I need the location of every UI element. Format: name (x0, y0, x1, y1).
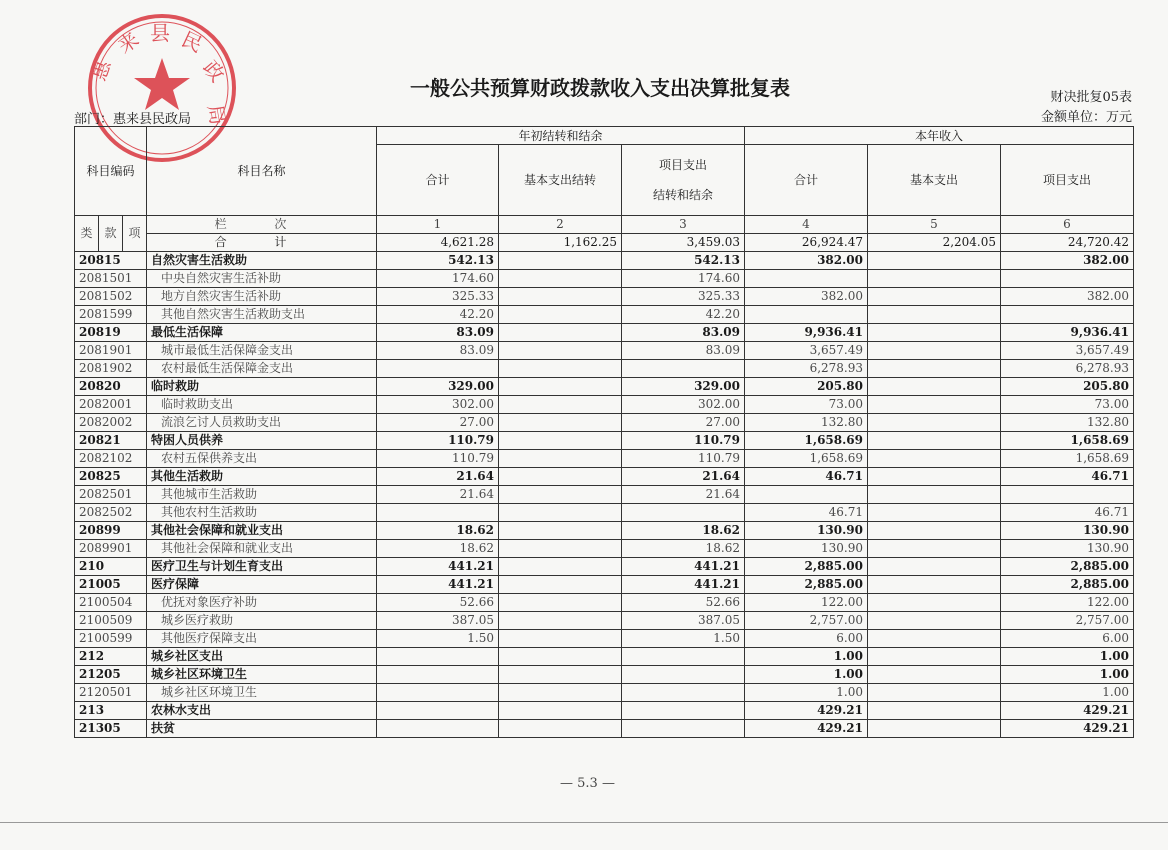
amount-cell (868, 720, 1001, 738)
amount-cell (868, 594, 1001, 612)
amount-cell: 6.00 (1001, 630, 1134, 648)
table-row (75, 666, 1134, 684)
amount-cell: 441.21 (622, 558, 745, 576)
amount-cell: 83.09 (377, 324, 499, 342)
amount-cell (499, 414, 622, 432)
amount-cell (868, 576, 1001, 594)
amount-cell (868, 414, 1001, 432)
subject-name-cell: 自然灾害生活救助 (147, 252, 377, 270)
table-row (75, 504, 1134, 522)
amount-cell: 130.90 (745, 522, 868, 540)
svg-text:来: 来 (113, 26, 144, 59)
amount-cell: 429.21 (745, 702, 868, 720)
amount-cell (622, 360, 745, 378)
amount-cell (868, 540, 1001, 558)
amount-cell: 18.62 (377, 540, 499, 558)
amount-cell: 18.62 (377, 522, 499, 540)
subject-name-cell: 临时救助 (147, 378, 377, 396)
amount-cell (499, 270, 622, 288)
amount-cell (868, 666, 1001, 684)
svg-text:惠: 惠 (86, 56, 116, 84)
amount-cell: 1.50 (622, 630, 745, 648)
subject-code-cell: 210 (75, 558, 147, 576)
amount-cell (377, 720, 499, 738)
amount-cell: 382.00 (745, 288, 868, 306)
amount-cell (868, 504, 1001, 522)
subject-name-cell: 特困人员供养 (147, 432, 377, 450)
amount-cell: 83.09 (622, 342, 745, 360)
table-row (75, 396, 1134, 414)
amount-cell (499, 684, 622, 702)
amount-cell: 21.64 (377, 486, 499, 504)
amount-cell: 1.00 (1001, 666, 1134, 684)
subject-name-cell: 农林水支出 (147, 702, 377, 720)
column-number: 3 (622, 216, 745, 234)
amount-cell: 387.05 (377, 612, 499, 630)
subject-code-cell: 2081502 (75, 288, 147, 306)
subject-name-cell: 城乡社区支出 (147, 648, 377, 666)
amount-cell: 1.00 (745, 684, 868, 702)
svg-text:政: 政 (198, 55, 230, 87)
subject-code-cell: 21205 (75, 666, 147, 684)
subject-code-cell: 2120501 (75, 684, 147, 702)
subject-code-cell: 21005 (75, 576, 147, 594)
amount-cell (868, 252, 1001, 270)
amount-cell (499, 576, 622, 594)
amount-cell (499, 360, 622, 378)
subject-code-cell: 2100509 (75, 612, 147, 630)
amount-cell (499, 324, 622, 342)
page-number: — 5.3 — (560, 776, 615, 791)
table-row (75, 594, 1134, 612)
amount-cell (499, 396, 622, 414)
amount-cell (622, 504, 745, 522)
amount-cell: 27.00 (377, 414, 499, 432)
subject-code-cell: 2082102 (75, 450, 147, 468)
amount-cell: 130.90 (1001, 540, 1134, 558)
budget-table (74, 126, 1134, 738)
amount-cell: 52.66 (377, 594, 499, 612)
project-expense-header: 项目支出 (1001, 145, 1134, 216)
amount-cell: 542.13 (377, 252, 499, 270)
amount-cell (377, 504, 499, 522)
table-row (75, 702, 1134, 720)
table-row (75, 288, 1134, 306)
amount-cell (377, 648, 499, 666)
subject-name-cell: 中央自然灾害生活补助 (147, 270, 377, 288)
amount-cell (499, 342, 622, 360)
amount-cell (1001, 486, 1134, 504)
amount-cell: 132.80 (745, 414, 868, 432)
table-row (75, 558, 1134, 576)
amount-cell (499, 378, 622, 396)
subject-name-cell: 扶贫 (147, 720, 377, 738)
amount-cell: 542.13 (622, 252, 745, 270)
amount-cell: 18.62 (622, 540, 745, 558)
project-carryover-line2: 结转和结余 (652, 188, 713, 202)
table-row (75, 522, 1134, 540)
project-carryover-line1: 项目支出 (658, 158, 707, 172)
amount-cell: 110.79 (622, 432, 745, 450)
svg-text:民: 民 (177, 26, 207, 57)
table-row (75, 306, 1134, 324)
amount-cell (499, 504, 622, 522)
subject-name-cell: 其他社会保障和就业支出 (147, 522, 377, 540)
amount-cell: 122.00 (745, 594, 868, 612)
subject-name-cell: 最低生活保障 (147, 324, 377, 342)
amount-cell (499, 720, 622, 738)
column-number: 4 (745, 216, 868, 234)
amount-cell: 302.00 (622, 396, 745, 414)
basic-expense-header: 基本支出 (868, 145, 1001, 216)
amount-cell (499, 432, 622, 450)
subject-name-cell: 城乡社区环境卫生 (147, 684, 377, 702)
amount-cell (622, 684, 745, 702)
amount-cell: 1.00 (1001, 648, 1134, 666)
amount-cell (868, 288, 1001, 306)
amount-cell: 429.21 (745, 720, 868, 738)
subject-name-header: 科目名称 (147, 127, 377, 216)
amount-cell: 3,657.49 (745, 342, 868, 360)
amount-cell (868, 360, 1001, 378)
column-number: 2 (499, 216, 622, 234)
subject-code-cell: 212 (75, 648, 147, 666)
amount-cell: 329.00 (622, 378, 745, 396)
xiang-header: 项 (123, 216, 147, 252)
amount-cell (868, 396, 1001, 414)
amount-cell (499, 306, 622, 324)
amount-cell (1001, 270, 1134, 288)
subject-code-cell: 2081901 (75, 342, 147, 360)
amount-cell (745, 486, 868, 504)
amount-cell: 2,757.00 (745, 612, 868, 630)
amount-cell (377, 684, 499, 702)
table-row (75, 630, 1134, 648)
amount-cell (499, 288, 622, 306)
subject-code-cell: 20821 (75, 432, 147, 450)
amount-cell: 18.62 (622, 522, 745, 540)
amount-cell (377, 702, 499, 720)
amount-cell: 6,278.93 (1001, 360, 1134, 378)
amount-cell: 205.80 (1001, 378, 1134, 396)
subject-code-cell: 20820 (75, 378, 147, 396)
table-row (75, 324, 1134, 342)
amount-cell: 9,936.41 (745, 324, 868, 342)
amount-cell (622, 702, 745, 720)
column-number: 1 (377, 216, 499, 234)
carryover-group-header: 年初结转和结余 (377, 127, 745, 145)
page-title: 一般公共预算财政拨款收入支出决算批复表 (410, 76, 790, 100)
total-label: 合 计 (147, 234, 377, 252)
subject-code-cell: 2100504 (75, 594, 147, 612)
amount-cell: 2,885.00 (1001, 558, 1134, 576)
subject-code-cell: 2081501 (75, 270, 147, 288)
table-row (75, 486, 1134, 504)
subject-name-cell: 优抚对象医疗补助 (147, 594, 377, 612)
total-cell: 4,621.28 (377, 234, 499, 252)
table-row (75, 432, 1134, 450)
amount-cell (868, 432, 1001, 450)
table-row (75, 576, 1134, 594)
amount-cell: 2,885.00 (1001, 576, 1134, 594)
total-cell: 26,924.47 (745, 234, 868, 252)
amount-cell: 1.00 (745, 666, 868, 684)
amount-cell: 6,278.93 (745, 360, 868, 378)
subject-code-header: 科目编码 (75, 127, 147, 216)
subject-name-cell: 临时救助支出 (147, 396, 377, 414)
table-row (75, 360, 1134, 378)
svg-text:局: 局 (203, 102, 231, 127)
amount-cell: 429.21 (1001, 702, 1134, 720)
table-row (75, 540, 1134, 558)
table-row (75, 450, 1134, 468)
amount-cell (868, 558, 1001, 576)
amount-cell: 52.66 (622, 594, 745, 612)
amount-cell (499, 468, 622, 486)
document-code: 财决批复05表 (1050, 90, 1132, 105)
subject-name-cell: 农村五保供养支出 (147, 450, 377, 468)
amount-cell: 1,658.69 (745, 450, 868, 468)
subject-code-cell: 2100599 (75, 630, 147, 648)
column-index-label: 栏 次 (147, 216, 377, 234)
subject-code-cell: 20899 (75, 522, 147, 540)
subject-code-cell: 2082502 (75, 504, 147, 522)
subject-name-cell: 其他医疗保障支出 (147, 630, 377, 648)
subject-code-cell: 213 (75, 702, 147, 720)
amount-cell (499, 612, 622, 630)
amount-cell (868, 648, 1001, 666)
amount-cell (868, 324, 1001, 342)
total-cell: 1,162.25 (499, 234, 622, 252)
amount-unit: 金额单位：万元 (1040, 110, 1132, 125)
amount-cell (868, 612, 1001, 630)
amount-cell (499, 486, 622, 504)
amount-cell (745, 306, 868, 324)
amount-cell: 441.21 (377, 558, 499, 576)
amount-cell: 130.90 (745, 540, 868, 558)
table-row (75, 378, 1134, 396)
subject-code-cell: 2082501 (75, 486, 147, 504)
amount-cell (868, 522, 1001, 540)
amount-cell: 3,657.49 (1001, 342, 1134, 360)
amount-cell (499, 648, 622, 666)
amount-cell: 21.64 (622, 486, 745, 504)
subject-name-cell: 流浪乞讨人员救助支出 (147, 414, 377, 432)
amount-cell (868, 450, 1001, 468)
table-row (75, 342, 1134, 360)
amount-cell: 382.00 (1001, 252, 1134, 270)
amount-cell: 174.60 (377, 270, 499, 288)
subject-name-cell: 其他自然灾害生活救助支出 (147, 306, 377, 324)
table-row (75, 252, 1134, 270)
amount-cell (499, 666, 622, 684)
amount-cell: 1,658.69 (745, 432, 868, 450)
department: 部门：惠来县民政局 (74, 112, 192, 127)
amount-cell (499, 702, 622, 720)
amount-cell: 6.00 (745, 630, 868, 648)
amount-cell: 441.21 (622, 576, 745, 594)
subject-code-cell: 2082002 (75, 414, 147, 432)
amount-cell (868, 378, 1001, 396)
amount-cell: 46.71 (745, 468, 868, 486)
amount-cell: 21.64 (622, 468, 745, 486)
total-cell: 24,720.42 (1001, 234, 1134, 252)
amount-cell (868, 684, 1001, 702)
column-number: 5 (868, 216, 1001, 234)
subject-name-cell: 城乡社区环境卫生 (147, 666, 377, 684)
subject-code-cell: 20815 (75, 252, 147, 270)
amount-cell (868, 702, 1001, 720)
table-row (75, 720, 1134, 738)
amount-cell: 2,885.00 (745, 558, 868, 576)
amount-cell: 429.21 (1001, 720, 1134, 738)
bottom-divider (0, 822, 1168, 823)
subject-code-cell: 20819 (75, 324, 147, 342)
amount-cell: 46.71 (1001, 468, 1134, 486)
kuan-header: 款 (99, 216, 123, 252)
amount-cell: 1.00 (745, 648, 868, 666)
table-row (75, 270, 1134, 288)
table-row (75, 648, 1134, 666)
amount-cell: 382.00 (1001, 288, 1134, 306)
amount-cell: 132.80 (1001, 414, 1134, 432)
amount-cell: 9,936.41 (1001, 324, 1134, 342)
amount-cell: 27.00 (622, 414, 745, 432)
subject-name-cell: 城市最低生活保障金支出 (147, 342, 377, 360)
table-row (75, 684, 1134, 702)
amount-cell: 325.33 (377, 288, 499, 306)
amount-cell: 46.71 (745, 504, 868, 522)
data-rows (75, 252, 1134, 738)
amount-cell (868, 468, 1001, 486)
table-row (75, 468, 1134, 486)
amount-cell: 46.71 (1001, 504, 1134, 522)
subject-name-cell: 医疗保障 (147, 576, 377, 594)
income-total-header: 合计 (745, 145, 868, 216)
subject-code-cell: 2082001 (75, 396, 147, 414)
amount-cell (868, 342, 1001, 360)
svg-text:县: 县 (150, 21, 170, 45)
amount-cell: 73.00 (745, 396, 868, 414)
amount-cell: 110.79 (377, 432, 499, 450)
income-group-header: 本年收入 (745, 127, 1134, 145)
table-row (75, 414, 1134, 432)
amount-cell: 122.00 (1001, 594, 1134, 612)
amount-cell: 42.20 (377, 306, 499, 324)
amount-cell (1001, 306, 1134, 324)
subject-name-cell: 农村最低生活保障金支出 (147, 360, 377, 378)
total-cell: 3,459.03 (622, 234, 745, 252)
subject-code-cell: 2081902 (75, 360, 147, 378)
subject-name-cell: 城乡医疗救助 (147, 612, 377, 630)
amount-cell: 1.50 (377, 630, 499, 648)
amount-cell: 73.00 (1001, 396, 1134, 414)
amount-cell (622, 720, 745, 738)
amount-cell (499, 450, 622, 468)
amount-cell: 83.09 (377, 342, 499, 360)
total-cell: 2,204.05 (868, 234, 1001, 252)
table-row (75, 612, 1134, 630)
basic-carryover-header: 基本支出结转 (499, 145, 622, 216)
subject-name-cell: 医疗卫生与计划生育支出 (147, 558, 377, 576)
amount-cell: 110.79 (377, 450, 499, 468)
amount-cell: 329.00 (377, 378, 499, 396)
subject-name-cell: 其他社会保障和就业支出 (147, 540, 377, 558)
amount-cell: 42.20 (622, 306, 745, 324)
subject-code-cell: 20825 (75, 468, 147, 486)
amount-cell (868, 486, 1001, 504)
amount-cell (499, 540, 622, 558)
amount-cell: 21.64 (377, 468, 499, 486)
amount-cell: 325.33 (622, 288, 745, 306)
column-number: 6 (1001, 216, 1134, 234)
amount-cell (499, 630, 622, 648)
subject-name-cell: 其他农村生活救助 (147, 504, 377, 522)
amount-cell: 130.90 (1001, 522, 1134, 540)
amount-cell: 205.80 (745, 378, 868, 396)
amount-cell (499, 558, 622, 576)
subject-name-cell: 其他城市生活救助 (147, 486, 377, 504)
amount-cell: 441.21 (377, 576, 499, 594)
lei-header: 类 (75, 216, 99, 252)
amount-cell (499, 522, 622, 540)
amount-cell: 382.00 (745, 252, 868, 270)
amount-cell (868, 306, 1001, 324)
subject-name-cell: 其他生活救助 (147, 468, 377, 486)
subject-code-cell: 2081599 (75, 306, 147, 324)
amount-cell: 83.09 (622, 324, 745, 342)
subject-code-cell: 21305 (75, 720, 147, 738)
amount-cell (499, 252, 622, 270)
amount-cell (377, 666, 499, 684)
amount-cell (377, 360, 499, 378)
amount-cell (499, 594, 622, 612)
amount-cell (745, 270, 868, 288)
carryover-total-header: 合计 (377, 145, 499, 216)
amount-cell: 110.79 (622, 450, 745, 468)
amount-cell: 1.00 (1001, 684, 1134, 702)
amount-cell: 2,757.00 (1001, 612, 1134, 630)
amount-cell: 1,658.69 (1001, 432, 1134, 450)
amount-cell (622, 648, 745, 666)
amount-cell (868, 270, 1001, 288)
amount-cell: 387.05 (622, 612, 745, 630)
subject-code-cell: 2089901 (75, 540, 147, 558)
amount-cell (622, 666, 745, 684)
amount-cell: 302.00 (377, 396, 499, 414)
subject-name-cell: 地方自然灾害生活补助 (147, 288, 377, 306)
amount-cell: 174.60 (622, 270, 745, 288)
project-carryover-header (622, 145, 745, 216)
amount-cell: 1,658.69 (1001, 450, 1134, 468)
amount-cell (868, 630, 1001, 648)
amount-cell: 2,885.00 (745, 576, 868, 594)
